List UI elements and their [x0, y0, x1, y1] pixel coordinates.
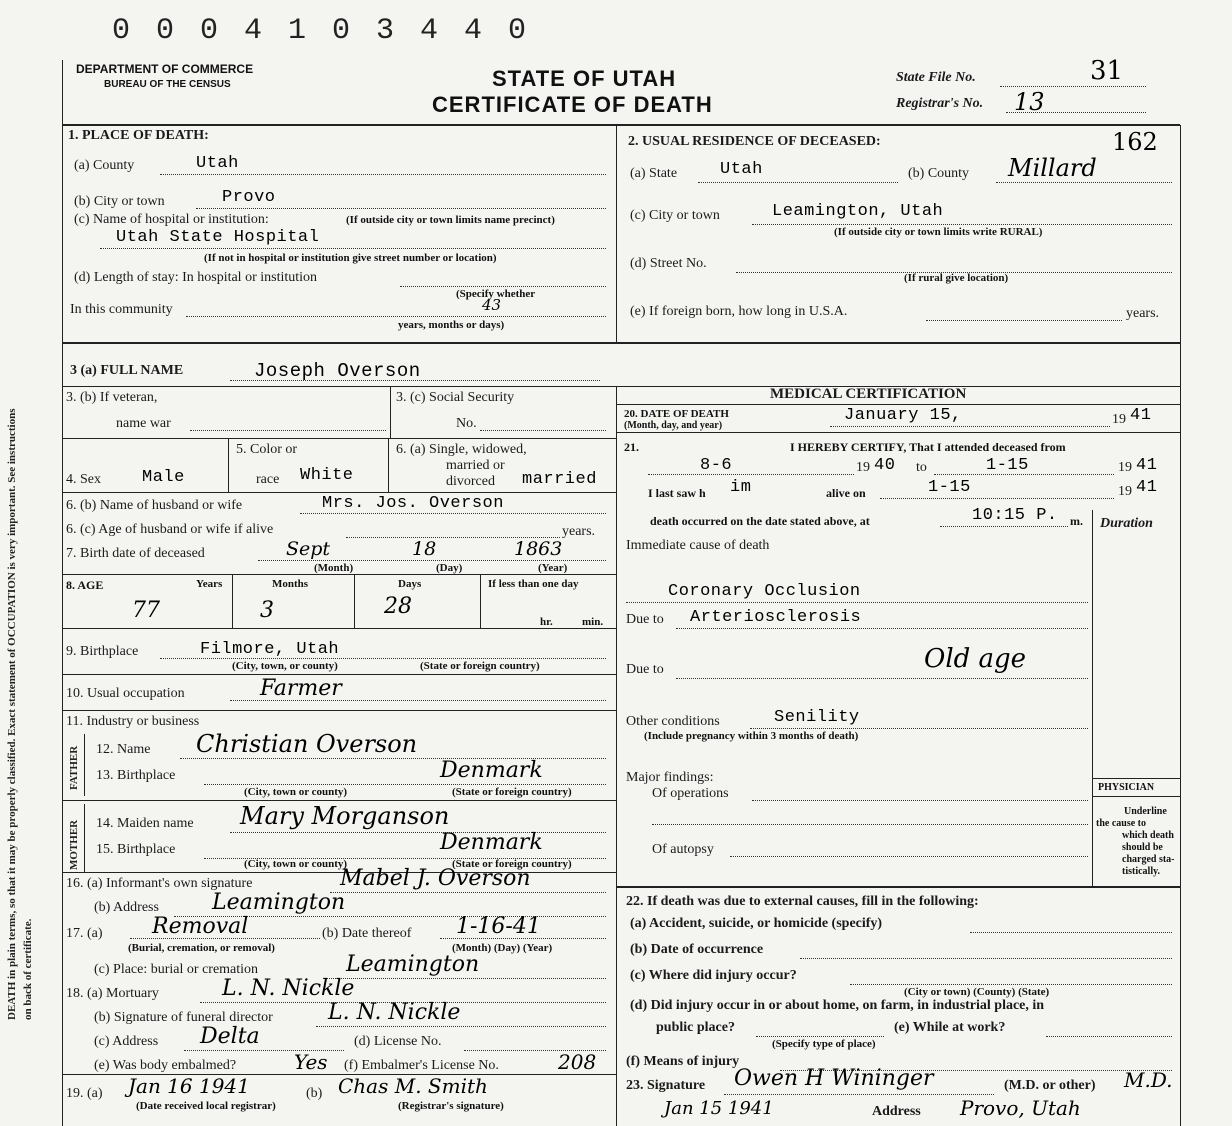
place-city-label: (b) City or town — [74, 194, 165, 209]
birth-year: 1863 — [514, 538, 563, 560]
occurred-label: death occurred on the date stated above, at — [650, 514, 870, 528]
last-seen-value: im — [730, 478, 752, 497]
alive-year-prefix: 19 — [1118, 484, 1132, 499]
sex-label: 4. Sex — [66, 472, 101, 487]
spouse-label: 6. (b) Name of husband or wife — [66, 498, 243, 513]
registrar-sig-value: Chas M. Smith — [338, 1074, 488, 1098]
received-sub: (Date received local registrar) — [136, 1100, 276, 1112]
underline-note-5: charged sta- — [1122, 854, 1175, 865]
place-stay-label: (d) Length of stay: In hospital or institution — [74, 270, 318, 285]
occurrence-label: (b) Date of occurrence — [630, 942, 764, 957]
physician-sig-value: Owen H Wininger — [734, 1066, 934, 1091]
residence-state-value: Utah — [720, 160, 763, 179]
residence-heading: 2. USUAL RESIDENCE OF DECEASED: — [628, 134, 881, 149]
informant-addr-value: Leamington — [212, 890, 346, 915]
due-to-2-label: Due to — [626, 662, 664, 677]
corner-mark: 162 — [1112, 128, 1158, 156]
dod-sub: (Month, day, and year) — [624, 420, 723, 431]
marital-label-2: married or — [446, 458, 505, 473]
age-label: 8. AGE — [66, 578, 104, 592]
place-city-value: Provo — [222, 188, 276, 207]
from-year-prefix: 19 — [856, 460, 870, 475]
accident-label: (a) Accident, suicide, or homicide (specify) — [630, 916, 883, 931]
marital-label-3: divorced — [446, 474, 495, 489]
disp-date-label: (b) Date thereof — [322, 926, 412, 941]
header-title: CERTIFICATE OF DEATH — [432, 92, 713, 117]
sidebar-instructions: DEATH in plain terms, so that it may be properly classified. Exact statement of OCCUPATION is very important. See instructions — [6, 408, 18, 1020]
cause-immediate: Coronary Occlusion — [668, 582, 861, 601]
received-label: 19. (a) — [66, 1086, 103, 1101]
mother-bp-sub-state: (State or foreign country) — [452, 858, 572, 870]
other-conditions-label: Other conditions — [626, 714, 720, 729]
place-hospital-sub: (If not in hospital or institution give street number or location) — [204, 252, 497, 264]
age-min: min. — [582, 616, 604, 628]
autopsy-label: Of autopsy — [652, 842, 714, 857]
informant-sig-value: Mabel J. Overson — [340, 866, 531, 891]
embalmed-value: Yes — [294, 1050, 328, 1074]
public-label: public place? — [656, 1020, 735, 1035]
underline-note-4: should be — [1122, 842, 1163, 853]
header-department: DEPARTMENT OF COMMERCE — [76, 62, 254, 76]
where-sub: (City or town) (County) (State) — [904, 986, 1050, 998]
residence-foreign-label: (e) If foreign born, how long in U.S.A. — [630, 304, 848, 319]
spouse-age-label: 6. (c) Age of husband or wife if alive — [66, 522, 274, 537]
occupation-value: Farmer — [260, 676, 342, 701]
age-months: 3 — [260, 598, 274, 623]
address-label: Address — [872, 1104, 921, 1119]
home-label: (d) Did injury occur in or about home, on farm, in industrial place, in — [630, 998, 1045, 1013]
cause-due-2: Old age — [924, 644, 1027, 674]
underline-note-1: Underline — [1124, 806, 1167, 817]
color-label: 5. Color or — [236, 442, 298, 457]
other-conditions-value: Senility — [774, 708, 860, 727]
residence-street-note: (If rural give location) — [904, 272, 1009, 284]
father-birthplace-value: Denmark — [440, 758, 543, 783]
age-years: 77 — [132, 598, 160, 623]
war-label: name war — [116, 416, 171, 431]
veteran-label: 3. (b) If veteran, — [66, 390, 158, 405]
birthplace-sub-city: (City, town, or county) — [232, 660, 338, 672]
duration-label: Duration — [1100, 516, 1153, 531]
public-sub: (Specify type of place) — [772, 1038, 876, 1050]
embalmer-license-label: (f) Embalmer's License No. — [344, 1058, 499, 1073]
dod-year: 41 — [1130, 406, 1152, 425]
where-label: (c) Where did injury occur? — [630, 968, 797, 983]
spouse-value: Mrs. Jos. Overson — [322, 494, 504, 513]
embalmer-license-value: 208 — [558, 1050, 597, 1074]
residence-city-note: (If outside city or town limits write RURAL) — [834, 226, 1043, 238]
md-label: (M.D. or other) — [1004, 1078, 1096, 1093]
state-file-value: 31 — [1090, 56, 1124, 86]
age-hr: hr. — [540, 616, 553, 628]
informant-addr-label: (b) Address — [94, 900, 159, 915]
attended-from: 8-6 — [700, 456, 733, 475]
birth-date-label: 7. Birth date of deceased — [66, 546, 205, 561]
other-conditions-sub: (Include pregnancy within 3 months of death) — [644, 730, 859, 742]
birth-sub-year: (Year) — [538, 562, 568, 574]
operations-label: Of operations — [652, 786, 729, 801]
attended-to: 1-15 — [986, 456, 1029, 475]
mother-birthplace-value: Denmark — [440, 830, 543, 855]
dod-value: January 15, — [844, 406, 962, 425]
registrar-label: Registrar's No. — [896, 96, 984, 111]
md-mark: M.D. — [1124, 1068, 1173, 1092]
director-label: (b) Signature of funeral director — [94, 1010, 273, 1025]
place-hospital-note: (If outside city or town limits name precinct) — [346, 214, 555, 226]
place-community-sub: years, months or days) — [398, 319, 505, 331]
disposition-label: 17. (a) — [66, 926, 103, 941]
mortuary-value: L. N. Nickle — [222, 976, 355, 1001]
alive-value: 1-15 — [928, 478, 971, 497]
occupation-label: 10. Usual occupation — [66, 686, 185, 701]
mortuary-addr-value: Delta — [200, 1024, 260, 1049]
birthplace-value: Filmore, Utah — [200, 640, 340, 659]
residence-state-label: (a) State — [630, 166, 678, 181]
place-community-value: 43 — [482, 296, 502, 314]
mortuary-addr-label: (c) Address — [94, 1034, 159, 1049]
state-file-label: State File No. — [896, 70, 976, 85]
attended-from-year: 40 — [874, 456, 896, 475]
death-time: 10:15 P. — [972, 506, 1058, 525]
embalmed-label: (e) Was body embalmed? — [94, 1058, 237, 1073]
registrar-sig-sub: (Registrar's signature) — [398, 1100, 504, 1112]
disposition-sub: (Burial, cremation, or removal) — [128, 942, 275, 954]
sex-value: Male — [142, 468, 185, 487]
marital-value: married — [522, 470, 597, 489]
full-name-label: 3 (a) FULL NAME — [70, 363, 184, 378]
certify-text: I HEREBY CERTIFY, That I attended deceased from — [790, 440, 1066, 454]
residence-county-value: Millard — [1008, 154, 1097, 182]
age-days-label: Days — [398, 578, 422, 590]
residence-city-label: (c) City or town — [630, 208, 720, 223]
father-side-label: FATHER — [68, 745, 80, 790]
father-bp-sub-city: (City, town or county) — [244, 786, 348, 798]
residence-city-value: Leamington, Utah — [772, 202, 944, 221]
informant-sig-label: 16. (a) Informant's own signature — [66, 876, 253, 891]
place-county-value: Utah — [196, 154, 239, 173]
age-months-label: Months — [272, 578, 309, 590]
burial-place-value: Leamington — [346, 952, 480, 977]
physician-sig-date: Jan 15 1941 — [664, 1098, 774, 1119]
ss-no-label: No. — [456, 416, 477, 431]
age-days: 28 — [384, 594, 412, 619]
mother-name-value: Mary Morganson — [240, 802, 450, 830]
work-label: (e) While at work? — [894, 1020, 1006, 1035]
header-bureau: BUREAU OF THE CENSUS — [104, 79, 231, 90]
birthplace-sub-state: (State or foreign country) — [420, 660, 540, 672]
burial-place-label: (c) Place: burial or cremation — [94, 962, 259, 977]
last-seen-label: I last saw h — [648, 486, 706, 500]
external-heading: 22. If death was due to external causes, fill in the following: — [626, 894, 979, 909]
full-name-value: Joseph Overson — [254, 360, 421, 382]
place-heading: 1. PLACE OF DEATH: — [68, 128, 209, 143]
registrar-sig-label: (b) — [306, 1086, 323, 1101]
due-to-1-label: Due to — [626, 612, 664, 627]
alive-year: 41 — [1136, 478, 1158, 497]
age-years-label: Years — [196, 578, 223, 590]
father-name-label: 12. Name — [96, 742, 151, 757]
place-stay-note: (Specify whether — [456, 288, 536, 300]
dod-label: 20. DATE OF DEATH — [624, 408, 729, 420]
birth-day: 18 — [412, 538, 437, 560]
major-findings-label: Major findings: — [626, 770, 714, 785]
certificate-number: 0 0 0 4 1 0 3 4 4 0 — [112, 14, 531, 48]
sidebar-instructions-tail: on back of certificate. — [22, 918, 34, 1020]
dod-century: 19 — [1112, 412, 1126, 427]
birth-sub-day: (Day) — [436, 562, 463, 574]
underline-note-6: tistically. — [1122, 866, 1161, 877]
time-suffix: m. — [1070, 514, 1083, 528]
registrar-value: 13 — [1014, 88, 1045, 116]
birth-sub-month: (Month) — [314, 562, 354, 574]
attended-to-year: 41 — [1136, 456, 1158, 475]
means-label: (f) Means of injury — [626, 1054, 740, 1069]
spouse-age-unit: years. — [562, 524, 596, 539]
to-label: to — [916, 460, 927, 475]
ss-label: 3. (c) Social Security — [396, 390, 515, 405]
physician-box-label: PHYSICIAN — [1098, 782, 1155, 793]
certify-num: 21. — [624, 440, 639, 454]
received-value: Jan 16 1941 — [128, 1074, 250, 1098]
mother-bp-sub-city: (City, town or county) — [244, 858, 348, 870]
license-label: (d) License No. — [354, 1034, 442, 1049]
race-label: race — [256, 472, 280, 487]
residence-county-label: (b) County — [908, 166, 970, 181]
mother-birthplace-label: 15. Birthplace — [96, 842, 176, 857]
cause-due-1: Arteriosclerosis — [690, 608, 862, 627]
place-hospital-value: Utah State Hospital — [116, 228, 320, 247]
industry-label: 11. Industry or business — [66, 714, 200, 729]
birthplace-label: 9. Birthplace — [66, 644, 139, 659]
father-name-value: Christian Overson — [196, 730, 418, 758]
place-hospital-label: (c) Name of hospital or institution: — [74, 212, 269, 227]
disposition-value: Removal — [152, 914, 249, 939]
father-bp-sub-state: (State or foreign country) — [452, 786, 572, 798]
marital-label-1: 6. (a) Single, widowed, — [396, 442, 527, 457]
to-year-prefix: 19 — [1118, 460, 1132, 475]
disp-date-value: 1-16-41 — [456, 914, 541, 939]
director-value: L. N. Nickle — [328, 1000, 461, 1025]
underline-note-3: which death — [1122, 830, 1174, 841]
address-value: Provo, Utah — [960, 1096, 1081, 1120]
physician-sig-label: 23. Signature — [626, 1078, 706, 1093]
header-state: STATE OF UTAH — [492, 66, 677, 91]
alive-label: alive on — [826, 486, 866, 500]
immediate-cause-label: Immediate cause of death — [626, 538, 770, 553]
father-birthplace-label: 13. Birthplace — [96, 768, 176, 783]
disp-date-sub: (Month) (Day) (Year) — [452, 942, 553, 954]
medical-heading: MEDICAL CERTIFICATION — [770, 386, 967, 402]
age-lt-label: If less than one day — [488, 578, 579, 590]
mother-side-label: MOTHER — [68, 819, 80, 870]
place-community-label: In this community — [70, 302, 173, 317]
color-value: White — [300, 466, 354, 485]
birth-month: Sept — [286, 538, 331, 560]
underline-note-2: the cause to — [1096, 818, 1146, 829]
residence-foreign-unit: years. — [1126, 306, 1160, 321]
place-county-label: (a) County — [74, 158, 135, 173]
mother-name-label: 14. Maiden name — [96, 816, 194, 831]
residence-street-label: (d) Street No. — [630, 256, 707, 271]
mortuary-label: 18. (a) Mortuary — [66, 986, 159, 1001]
